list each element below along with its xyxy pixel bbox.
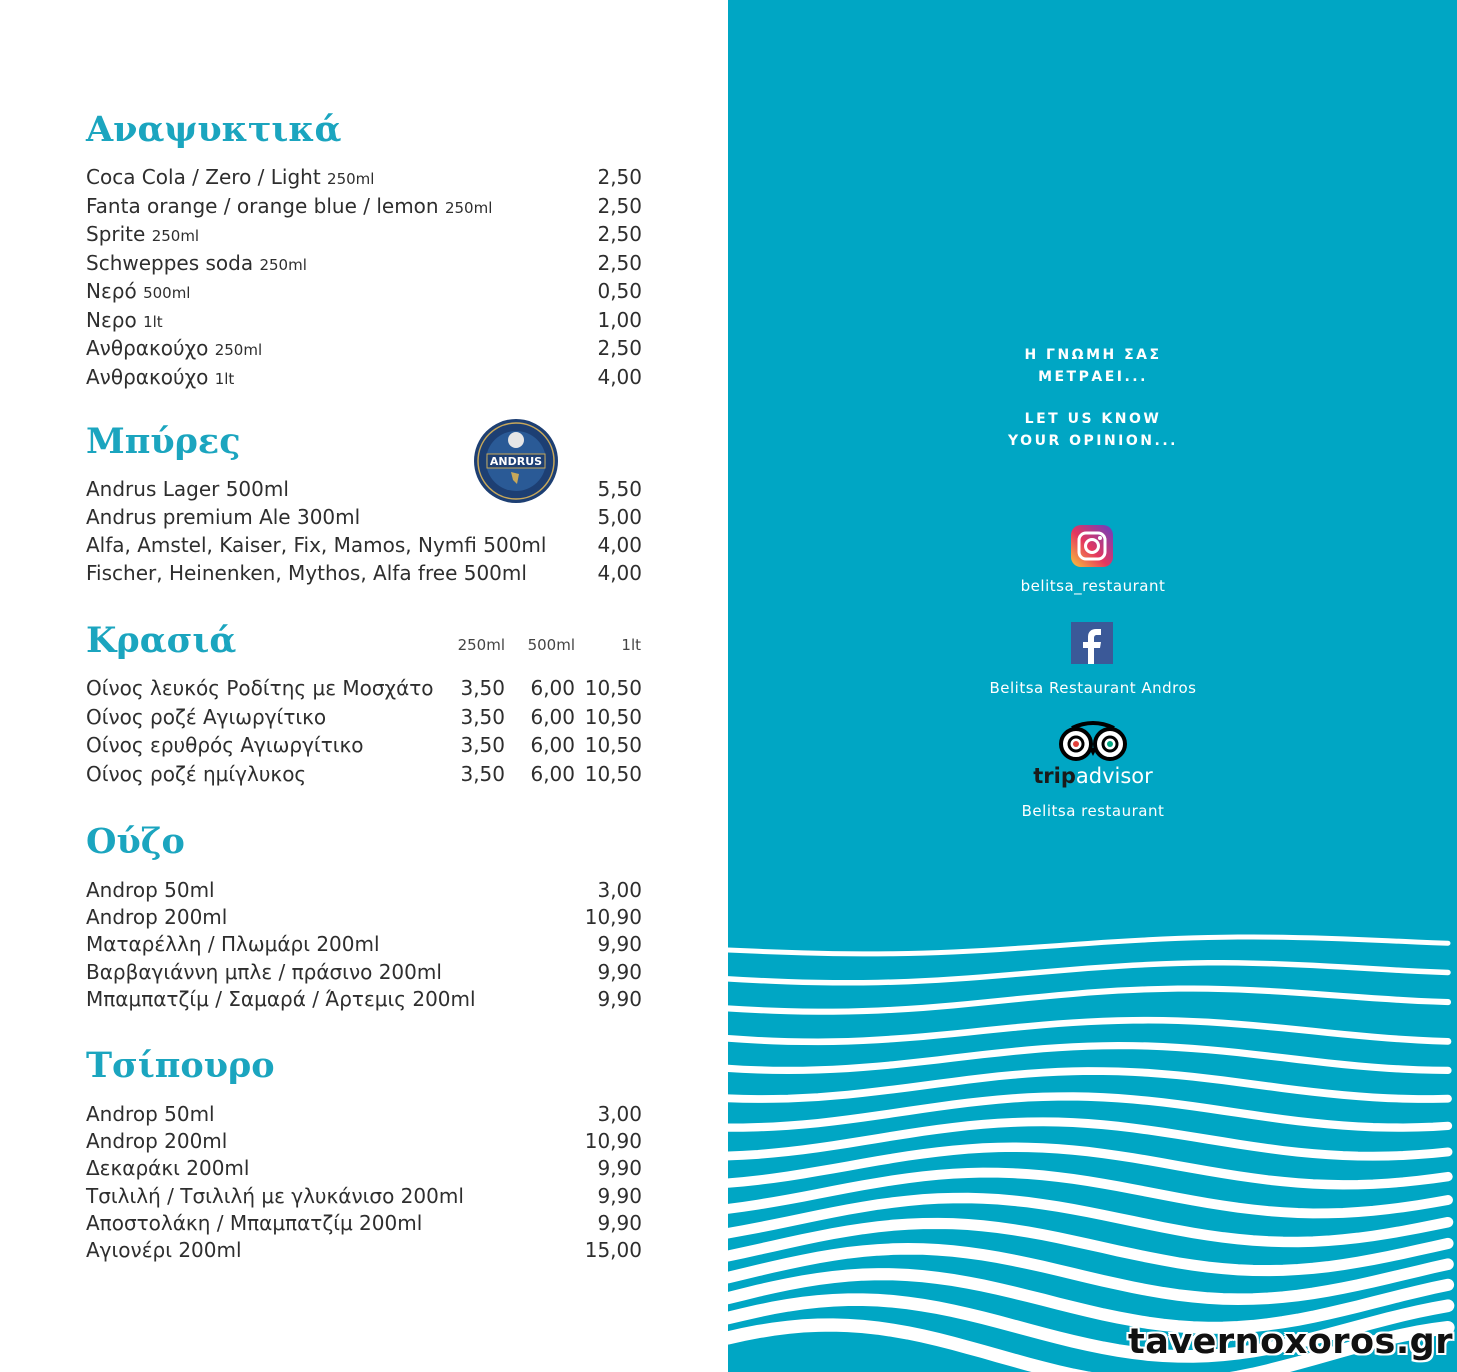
menu-item-row — [86, 959, 642, 985]
menu-item-row — [86, 1155, 642, 1181]
menu-item-name: Androp 50ml — [86, 1102, 215, 1126]
menu-item-row — [86, 278, 642, 304]
menu-item-name: Sprite 250ml — [86, 222, 200, 246]
watermark: tavernoxoros.gr — [1128, 1322, 1453, 1362]
wine-item-price-p3: 10,50 — [584, 733, 642, 758]
menu-item-row — [86, 307, 642, 333]
menu-item-row — [86, 364, 642, 390]
menu-item-size: 500ml — [143, 284, 191, 302]
tripadvisor-logo-text — [964, 764, 1222, 788]
wine-item-price-p1: 3,50 — [460, 704, 505, 729]
section-title-wines: Κρασιά — [86, 620, 237, 661]
menu-item-price: 10,90 — [584, 1129, 642, 1154]
wine-item-name: Οίνος λευκός Ροδίτης με Μοσχάτο — [86, 676, 434, 700]
wine-item-name: Οίνος ροζέ ημίγλυκος — [86, 762, 307, 787]
menu-item-name: Androp 200ml — [86, 1129, 228, 1154]
wine-item-name: Οίνος ερυθρός Αγιωργίτικο — [86, 733, 364, 758]
wine-item-price-p1: 3,50 — [460, 676, 505, 700]
facebook-icon[interactable] — [1071, 622, 1113, 664]
wave-stripe — [728, 963, 1448, 983]
menu-item-name: Νερό 500ml — [86, 279, 191, 303]
menu-item-row — [86, 1128, 642, 1154]
section-title-beers: Μπύρες — [86, 421, 241, 462]
menu-item-name: Andrus Lager 500ml — [86, 477, 289, 501]
menu-item-size: 1lt — [143, 312, 163, 331]
menu-item-row — [86, 532, 642, 558]
menu-item-size: 250ml — [259, 255, 307, 274]
wine-item-row — [86, 761, 642, 787]
menu-item-name: Fischer, Heinenken, Mythos, Alfa free 500ml — [86, 561, 527, 585]
menu-item-row — [86, 250, 642, 276]
menu-item-row — [86, 1210, 642, 1236]
menu-item-row — [86, 335, 642, 361]
menu-item-price: 2,50 — [597, 165, 642, 189]
cta-english — [964, 408, 1222, 452]
menu-item-row — [86, 931, 642, 957]
wine-item-price-p2: 6,00 — [530, 704, 575, 729]
wine-item-row — [86, 675, 642, 701]
menu-item-price: 9,90 — [597, 1210, 642, 1235]
andrus-logo-text: ANDRUS — [489, 455, 543, 468]
wine-item-price-p1: 3,50 — [460, 762, 505, 787]
cta-greek-line-1: Η ΓΝΩΜΗ ΣΑΣ — [1024, 347, 1162, 363]
wave-stripe — [728, 1020, 1448, 1042]
menu-item-price: 9,90 — [597, 1183, 642, 1208]
menu-item-name: Νερο 1lt — [86, 307, 163, 332]
menu-item-price: 4,00 — [597, 533, 642, 557]
menu-item-name: Alfa, Amstel, Kaiser, Fix, Mamos, Nymfi 500ml — [86, 533, 547, 557]
menu-item-row — [86, 164, 642, 190]
menu-item-price: 4,00 — [597, 561, 642, 585]
menu-item-price: 9,90 — [597, 986, 642, 1011]
wave-stripe — [728, 1223, 1448, 1270]
wine-item-name: Οίνος ροζέ Αγιωργίτικο — [86, 704, 327, 729]
menu-item-name: Androp 200ml — [86, 905, 228, 930]
wine-item-price-p3: 10,50 — [584, 676, 642, 700]
section-title-ouzo: Ούζο — [86, 821, 185, 862]
menu-item-row — [86, 504, 642, 530]
section-title-soft-drinks: Αναψυκτικά — [86, 109, 342, 150]
wine-item-price-p2: 6,00 — [530, 676, 575, 700]
menu-item-name: Coca Cola / Zero / Light 250ml — [86, 165, 375, 189]
wine-item-price-p1: 3,50 — [460, 733, 505, 758]
wave-stripe — [728, 989, 1448, 1012]
menu-item-price: 2,50 — [597, 336, 642, 360]
facebook-page[interactable]: Belitsa Restaurant Andros — [989, 679, 1197, 697]
wine-item-row — [86, 704, 642, 730]
menu-item-price: 2,50 — [597, 193, 642, 218]
menu-item-price: 2,50 — [597, 222, 642, 246]
cta-greek — [964, 344, 1222, 388]
wine-item-row — [86, 732, 642, 758]
menu-item-row — [86, 476, 642, 502]
menu-item-name: Schweppes soda 250ml — [86, 250, 307, 275]
menu-item-name: Μπαμπατζίμ / Σαμαρά / Άρτεμις 200ml — [86, 986, 476, 1011]
menu-item-row — [86, 221, 642, 247]
menu-item-price: 5,50 — [597, 477, 642, 501]
menu-item-name: Αγιονέρι 200ml — [86, 1238, 242, 1262]
menu-item-price: 10,90 — [584, 905, 642, 930]
cta-english-line-2: YOUR OPINION... — [1008, 433, 1178, 449]
menu-item-price: 1,00 — [597, 307, 642, 332]
menu-item-price: 9,90 — [597, 959, 642, 984]
wine-item-price-p2: 6,00 — [530, 733, 575, 758]
cta-english-line-1: LET US KNOW — [1024, 411, 1162, 427]
tripadvisor-logo-advisor: advisor — [1075, 764, 1153, 788]
wine-item-price-p3: 10,50 — [584, 704, 642, 729]
menu-item-row — [86, 1237, 642, 1263]
wave-stripe — [728, 1046, 1448, 1071]
menu-item-row — [86, 904, 642, 930]
wave-stripe — [728, 937, 1448, 954]
menu-item-size: 1lt — [214, 369, 235, 388]
menu-item-name: Ματαρέλλη / Πλωμάρι 200ml — [86, 932, 380, 957]
menu-item-name: Ανθρακούχο 1lt — [86, 364, 235, 389]
menu-item-row — [86, 1101, 642, 1127]
menu-item-size: 250ml — [327, 170, 375, 188]
menu-item-price: 3,00 — [597, 878, 642, 902]
menu-item-size: 250ml — [214, 341, 263, 359]
menu-item-row — [86, 1183, 642, 1209]
cta-greek-line-2: ΜΕΤΡΑΕΙ... — [1038, 369, 1148, 385]
wine-header-1lt: 1lt — [621, 636, 641, 654]
menu-item-price: 5,00 — [597, 505, 642, 529]
menu-item-price: 9,90 — [597, 1156, 642, 1181]
menu-page — [0, 0, 728, 1372]
wine-item-price-p2: 6,00 — [530, 762, 575, 787]
tripadvisor-owl-icon[interactable] — [1056, 720, 1130, 762]
menu-item-price: 0,50 — [597, 279, 642, 303]
section-title-tsipouro: Τσίπουρο — [86, 1045, 275, 1086]
tripadvisor-name[interactable]: Belitsa restaurant — [1021, 802, 1165, 820]
menu-item-name: Fanta orange / orange blue / lemon 250ml — [86, 193, 493, 218]
menu-item-row — [86, 986, 642, 1012]
menu-item-row — [86, 193, 642, 219]
menu-item-price: 2,50 — [597, 250, 642, 275]
menu-item-name: Βαρβαγιάννη μπλε / πράσινο 200ml — [86, 959, 442, 984]
menu-item-name: Δεκαράκι 200ml — [86, 1156, 250, 1181]
menu-item-size: 250ml — [444, 198, 493, 217]
menu-item-name: Αποστολάκη / Μπαμπατζίμ 200ml — [86, 1210, 423, 1235]
tripadvisor-logo-trip: trip — [1033, 764, 1076, 788]
menu-item-name: Andrus premium Ale 300ml — [86, 505, 361, 529]
menu-item-price: 9,90 — [597, 932, 642, 957]
menu-item-price: 15,00 — [584, 1238, 642, 1262]
menu-item-row — [86, 877, 642, 903]
menu-item-price: 3,00 — [597, 1102, 642, 1126]
menu-item-row — [86, 560, 642, 586]
menu-item-size: 250ml — [151, 227, 200, 245]
menu-item-price: 4,00 — [597, 364, 642, 389]
menu-item-name: Ανθρακούχο 250ml — [86, 336, 263, 360]
wine-header-250ml: 250ml — [457, 636, 505, 654]
menu-item-name: Τσιλιλή / Τσιλιλή με γλυκάνισο 200ml — [86, 1183, 464, 1208]
instagram-handle[interactable]: belitsa_restaurant — [1020, 577, 1166, 595]
wine-header-500ml: 500ml — [527, 636, 575, 654]
instagram-icon[interactable] — [1071, 525, 1113, 567]
wine-item-price-p3: 10,50 — [584, 762, 642, 787]
menu-item-name: Androp 50ml — [86, 878, 215, 902]
